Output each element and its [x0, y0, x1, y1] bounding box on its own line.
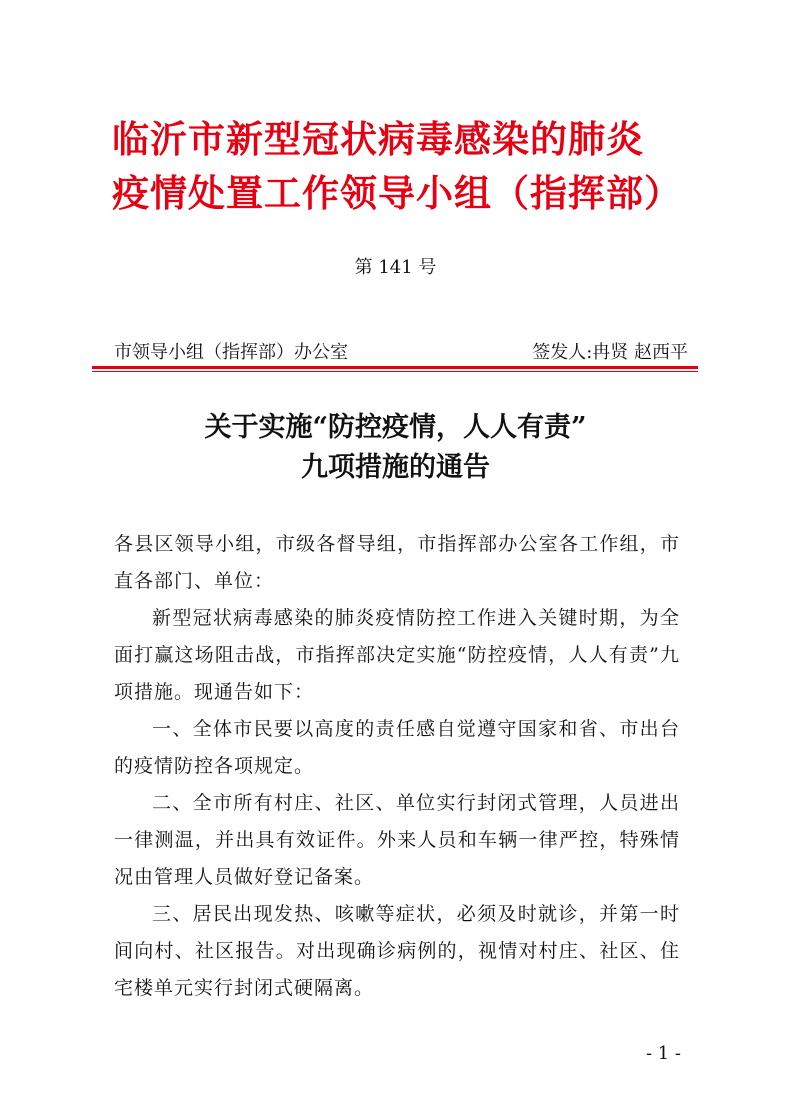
body-paragraph: 新型冠状病毒感染的肺炎疫情防控工作进入关键时期，为全面打赢这场阻击战，市指挥部决定实施“防控疫情，人人有责”九项措施。现通告如下： [114, 607, 680, 703]
document-title [0, 408, 791, 488]
header-line-1: 临沂市新型冠状病毒感染的肺炎 [112, 117, 644, 161]
salutation: 各县区领导小组，市级各督导组，市指挥部办公室各工作组，市直各部门、单位： [114, 533, 680, 592]
document-number: 第 141 号 [354, 257, 437, 278]
issuer-row [114, 340, 688, 366]
body-paragraph: 一、全体市民要以高度的责任感自觉遵守国家和省、市出台的疫情防控各项规定。 [114, 718, 680, 777]
title-line-2: 九项措施的通告 [301, 452, 490, 483]
issuing-authority-header [112, 112, 692, 220]
title-line-1: 关于实施“防控疫情，人人有责” [204, 412, 587, 443]
header-line-2: 疫情处置工作领导小组（指挥部） [112, 171, 682, 215]
body-paragraph: 三、居民出现发热、咳嗽等症状，必须及时就诊，并第一时间向村、社区报告。对出现确诊病例的，视情对村庄、社区、住宅楼单元实行封闭式硬隔离。 [114, 903, 680, 999]
document-body [114, 526, 680, 1007]
red-separator-rule [92, 366, 698, 372]
issuing-office: 市领导小组（指挥部）办公室 [114, 342, 348, 363]
red-rule-thin [92, 371, 698, 372]
red-rule-thick [92, 366, 698, 369]
page-number: - 1 - [645, 1043, 681, 1064]
body-paragraph: 二、全市所有村庄、社区、单位实行封闭式管理，人员进出一律测温，并出具有效证件。外来人员和车辆一律严控，特殊情况由管理人员做好登记备案。 [114, 792, 680, 888]
signers: 签发人:冉贤 赵西平 [532, 342, 688, 363]
